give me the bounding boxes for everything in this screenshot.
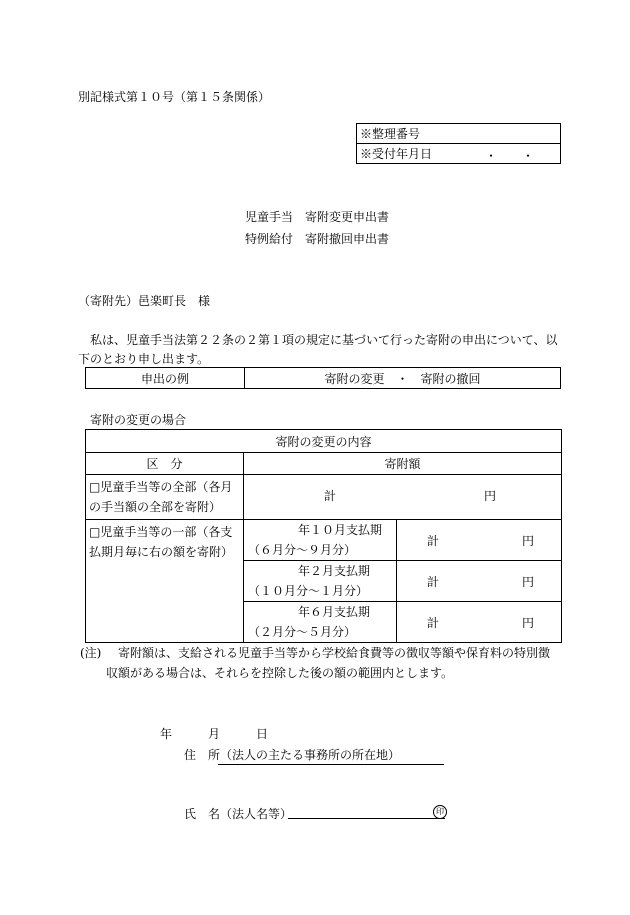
reception-box bbox=[356, 123, 561, 164]
request-type-label: 申出の例 bbox=[86, 368, 245, 389]
all-benefits-amount-field[interactable]: 計 円 bbox=[244, 475, 562, 520]
request-type-table bbox=[85, 367, 561, 389]
addressee: （寄附先）邑楽町長 様 bbox=[78, 294, 211, 308]
address-label: 住 所（法人の主たる事務所の所在地） bbox=[184, 748, 401, 762]
intro-line1: 私は、児童手当法第２２条の２第１項の規定に基づいて行った寄附の申出について、以 bbox=[90, 333, 558, 347]
date-separator: ・ bbox=[522, 149, 535, 163]
amount-column-header: 寄附額 bbox=[244, 453, 562, 475]
option-all-benefits[interactable]: □児童手当等の全部（各月 の手当額の全部を寄附） bbox=[86, 475, 244, 520]
note-line1: 寄附額は、支給される児童手当等から学校給食費等の徴収等額や保育料の特別徴 bbox=[118, 646, 551, 660]
payment-period: 年１０月支払期 （６月分～９月分） bbox=[244, 520, 397, 561]
reference-number-field[interactable]: ※整理番号 bbox=[357, 124, 561, 144]
form-title-line1: 児童手当 寄附変更申出書 bbox=[245, 210, 390, 224]
category-column-header: 区 分 bbox=[86, 453, 244, 475]
request-type-options[interactable]: 寄附の変更 ・ 寄附の撤回 bbox=[245, 368, 561, 389]
note-label: (注) bbox=[80, 646, 102, 660]
date-month-label: 月 bbox=[208, 727, 221, 741]
seal-mark: 印 bbox=[433, 805, 447, 819]
option-partial-benefits[interactable]: □児童手当等の一部（各支 払期月毎に右の額を寄附） bbox=[86, 520, 244, 643]
change-table-header: 寄附の変更の内容 bbox=[86, 430, 562, 453]
reception-date-field[interactable]: ※受付年月日 ・ ・ bbox=[357, 144, 561, 164]
period-amount-field[interactable]: 計 円 bbox=[397, 602, 562, 643]
change-section-title: 寄附の変更の場合 bbox=[90, 413, 187, 427]
form-number: 別記様式第１０号（第１５条関係） bbox=[78, 90, 271, 104]
date-year-label: 年 bbox=[160, 727, 173, 741]
name-label: 氏 名（法人名等） bbox=[184, 807, 293, 821]
change-details-table bbox=[85, 429, 562, 643]
period-amount-field[interactable]: 計 円 bbox=[397, 520, 562, 561]
date-separator: ・ bbox=[485, 149, 498, 163]
payment-period: 年２月支払期 （１０月分～１月分） bbox=[244, 561, 397, 602]
period-amount-field[interactable]: 計 円 bbox=[397, 561, 562, 602]
name-field[interactable] bbox=[288, 806, 445, 819]
address-field[interactable] bbox=[218, 764, 444, 765]
intro-line2: 下のとおり申し出ます。 bbox=[78, 352, 210, 366]
payment-period: 年６月支払期 （２月分～５月分） bbox=[244, 602, 397, 643]
date-day-label: 日 bbox=[256, 727, 269, 741]
note-line2: 収額がある場合は、それらを控除した後の額の範囲内とします。 bbox=[106, 666, 454, 680]
form-title-line2: 特例給付 寄附撤回申出書 bbox=[245, 232, 390, 246]
